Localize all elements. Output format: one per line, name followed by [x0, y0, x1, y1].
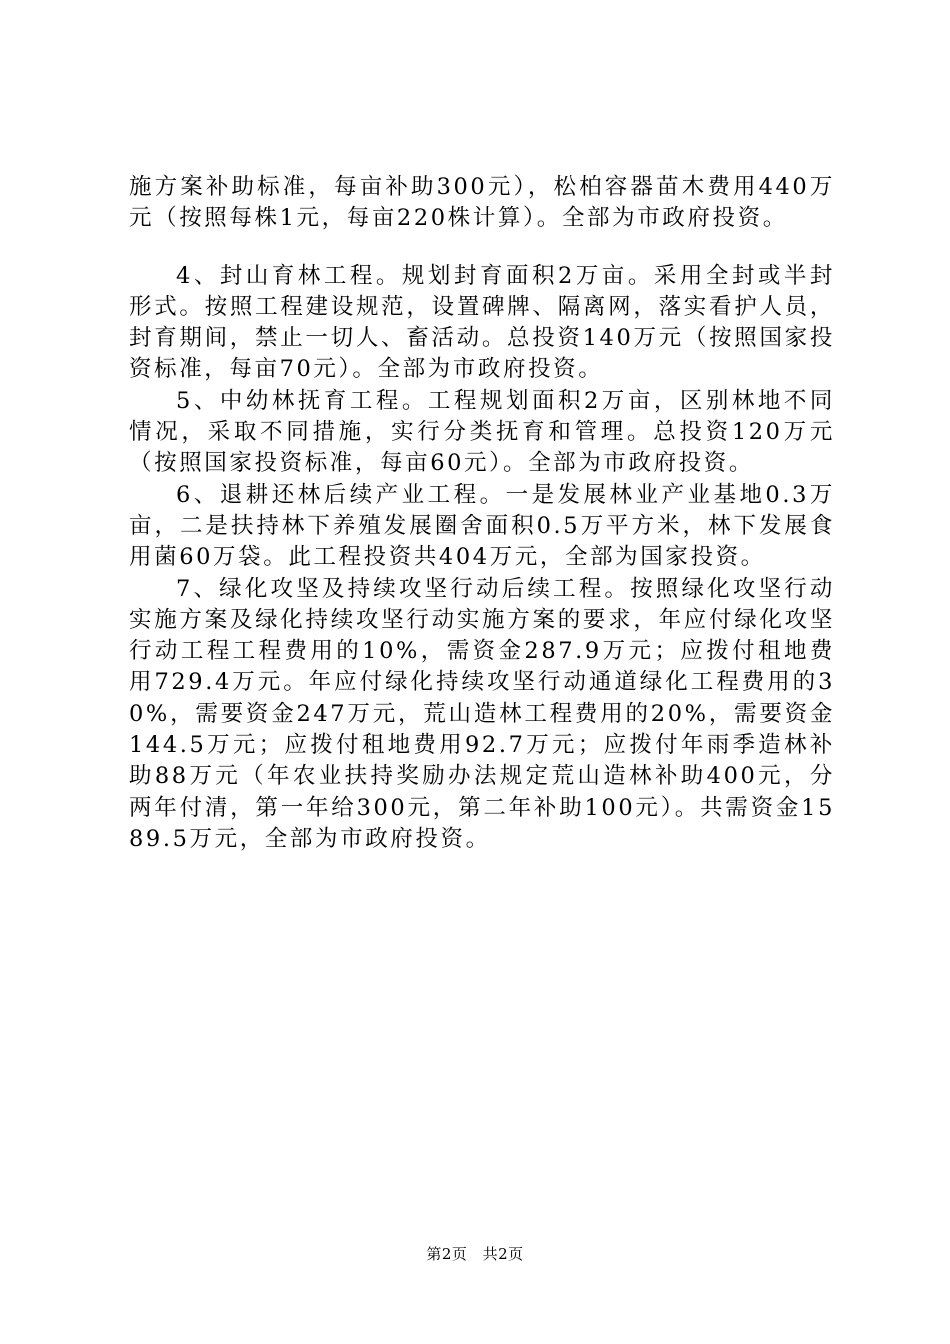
- paragraph-young-forest-tending: 5、中幼林抚育工程。工程规划面积2万亩，区别林地不同情况，采取不同措施，实行分类抚育和管理。总投资120万元（按照国家投资标准，每亩60元）。全部为市政府投资。: [129, 387, 835, 477]
- paragraph-continuation: 施方案补助标准，每亩补助300元），松柏容器苗木费用440万元（按照每株1元，每亩220株计算）。全部为市政府投资。: [129, 174, 835, 232]
- page-number-total: 共2页: [482, 1245, 524, 1263]
- paragraph-mountain-closure: 4、封山育林工程。规划封育面积2万亩。采用全封或半封形式。按照工程建设规范，设置碑牌、隔离网，落实看护人员，封育期间，禁止一切人、畜活动。总投资140万元（按照国家投资标准，每亩70元）。全部为市政府投资。: [129, 262, 835, 383]
- document-body: [129, 172, 835, 855]
- page-number-current: 第2页: [426, 1245, 468, 1263]
- page-footer: [0, 1243, 950, 1265]
- paragraph-farmland-to-forest: 6、退耕还林后续产业工程。一是发展林业产业基地0.3万亩，二是扶持林下养殖发展圈舍面积0.5万平方米，林下发展食用菌60万袋。此工程投资共404万元，全部为国家投资。: [129, 481, 835, 571]
- paragraph-greening-campaign: 7、绿化攻坚及持续攻坚行动后续工程。按照绿化攻坚行动实施方案及绿化持续攻坚行动实施方案的要求，年应付绿化攻坚行动工程工程费用的10%，需资金287.9万元；应拨付租地费用729.4万元。年应付绿化持续攻坚行动通道绿化工程费用的30%，需要资金247万元，荒山造林工程费用的20%，需要资金144.5万元；应拨付租地费用92.7万元；应拨付年雨季造林补助88万元（年农业扶持奖励办法规定荒山造林补助400元，分两年付清，第一年给300元，第二年补助100元）。共需资金1589.5万元，全部为市政府投资。: [129, 575, 835, 852]
